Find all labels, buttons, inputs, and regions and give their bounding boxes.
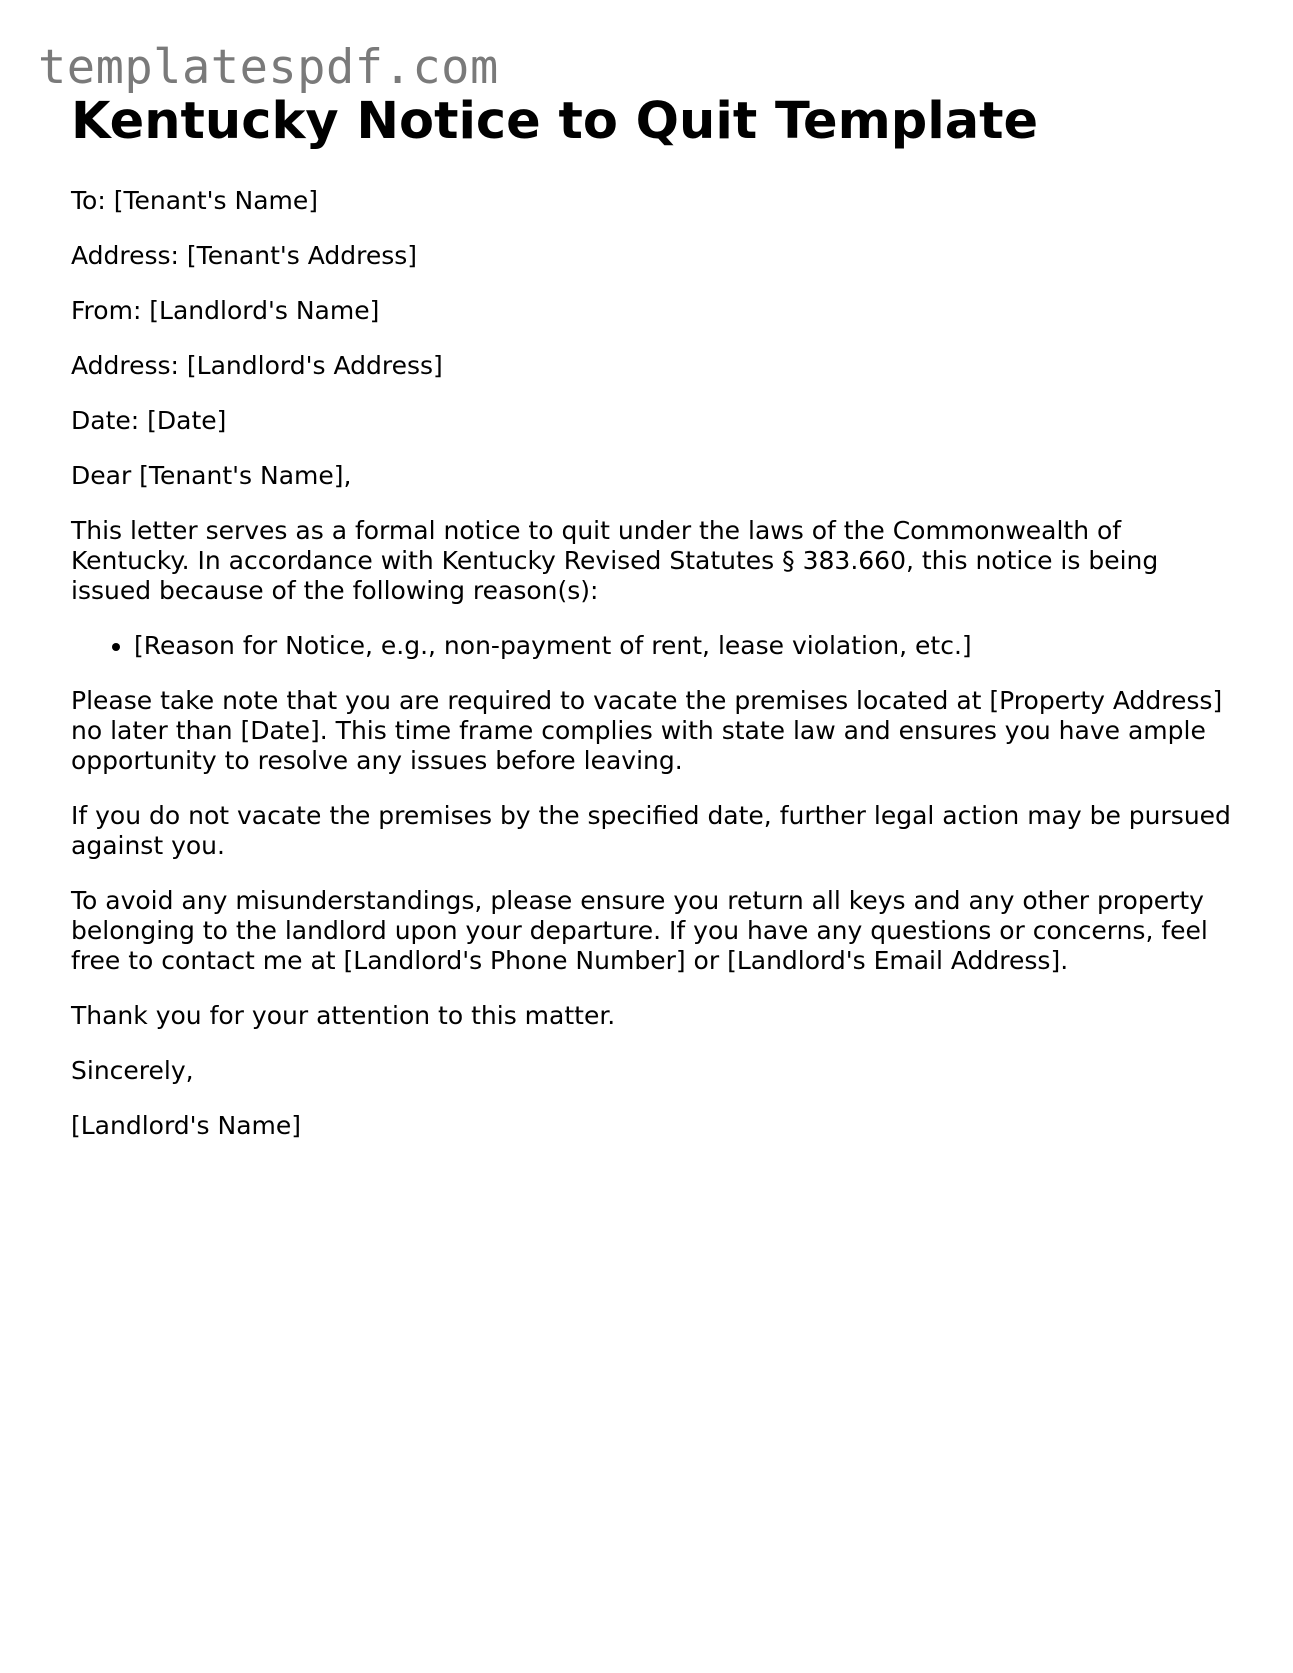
date-line: Date: [Date]	[71, 406, 227, 435]
page-title: Kentucky Notice to Quit Template	[71, 92, 1039, 151]
recipient-address-line: Address: [Tenant's Address]	[71, 241, 418, 270]
salutation: Dear [Tenant's Name],	[71, 461, 352, 490]
signature-line: [Landlord's Name]	[71, 1111, 302, 1140]
list-item: • [Reason for Notice, e.g., non-payment of rent, lease violation, etc.]	[134, 631, 1231, 661]
closing-line: Sincerely,	[71, 1056, 194, 1085]
watermark-logo: templatespdf.com	[38, 40, 499, 95]
sender-name-line: From: [Landlord's Name]	[71, 296, 380, 325]
thanks-line: Thank you for your attention to this matter.	[71, 1001, 616, 1030]
vacate-paragraph: Please take note that you are required to vacate the premises located at [Property Address] no later than [Date]. This time frame complies with state law and ensures you have ample opportunity to resolve any issues before leaving.	[71, 686, 1223, 775]
keys-paragraph: To avoid any misunderstandings, please ensure you return all keys and any other property belonging to the landlord upon your departure. If you have any questions or concerns, feel free to contact me at [Landlord's Phone Number] or [Landlord's Email Address].	[71, 886, 1208, 975]
intro-paragraph: This letter serves as a formal notice to quit under the laws of the Commonwealth of Kentucky. In accordance with Kentucky Revised Statutes § 383.660, this notice is being issued because of the following reason(s):	[71, 516, 1159, 605]
legal-action-paragraph: If you do not vacate the premises by the specified date, further legal action may be pursued against you.	[71, 801, 1231, 860]
letter-body	[71, 88, 1231, 1166]
sender-address-line: Address: [Landlord's Address]	[71, 351, 443, 380]
recipient-name-line: To: [Tenant's Name]	[71, 186, 319, 215]
reasons-list	[71, 631, 1231, 661]
